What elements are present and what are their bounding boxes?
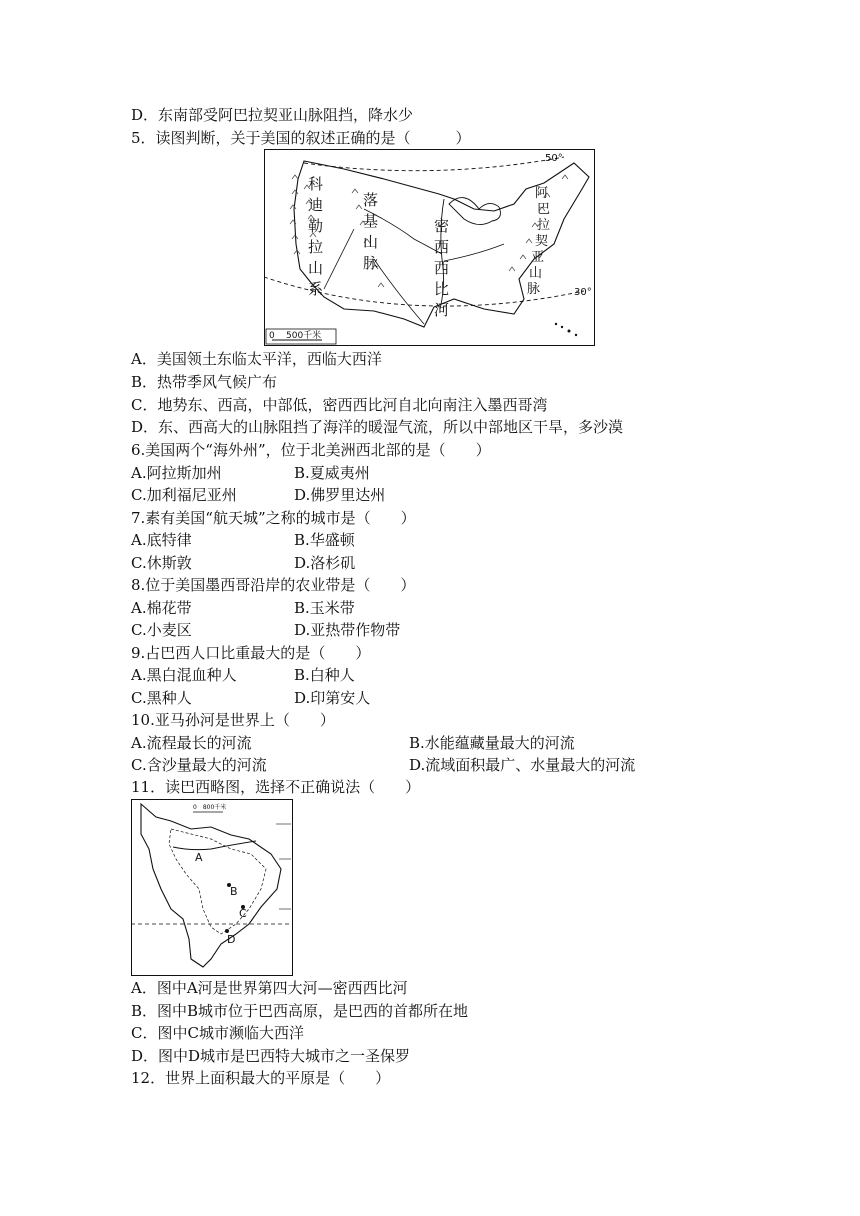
lat-50-label: 50°	[545, 153, 563, 164]
q7-option-d: D.洛杉矶	[294, 554, 356, 572]
label-d: D	[227, 933, 236, 946]
q12-stem: 12．世界上面积最大的平原是（ ）	[131, 1069, 391, 1087]
q6-option-c: C.加利福尼亚州	[131, 486, 237, 504]
q5-option-d: D．东、西高大的山脉阻挡了海洋的暖湿气流，所以中部地区干旱，多沙漠	[131, 418, 624, 436]
q6-option-a: A.阿拉斯加州	[131, 464, 222, 482]
q8-option-a: A.棉花带	[131, 599, 192, 617]
q9-option-a: A.黑白混血种人	[131, 666, 237, 684]
svg-text:勒: 勒	[308, 217, 324, 235]
label-c: C	[239, 907, 247, 920]
svg-text:河: 河	[434, 301, 450, 319]
lat-30-label: 30°	[574, 287, 592, 298]
q8-option-d: D.亚热带作物带	[294, 621, 401, 639]
svg-text:密: 密	[434, 217, 450, 235]
svg-text:巴: 巴	[537, 202, 551, 217]
label-a: A	[195, 851, 203, 864]
q7-option-a: A.底特律	[131, 531, 192, 549]
scale-label: 500千米	[286, 331, 322, 341]
q6-stem: 6.美国两个“海外州”，位于北美洲西北部的是（ ）	[131, 441, 491, 459]
q9-stem: 9.占巴西人口比重最大的是（ ）	[131, 644, 371, 662]
svg-text:阿: 阿	[535, 186, 549, 201]
brazil-scale-label: 0 800千米	[193, 804, 227, 811]
q11-option-b: B．图中B城市位于巴西高原，是巴西的首都所在地	[131, 1002, 469, 1020]
q7-option-b: B.华盛顿	[294, 531, 355, 549]
q6-option-d: D.佛罗里达州	[294, 486, 386, 504]
q5-option-c: C．地势东、西高，中部低，密西西比河自北向南注入墨西哥湾	[131, 396, 548, 414]
q11-stem: 11．读巴西略图，选择不正确说法（ ）	[131, 778, 421, 796]
svg-text:科: 科	[308, 175, 324, 193]
brazil-map	[131, 799, 293, 976]
svg-text:脉: 脉	[363, 254, 379, 272]
q5-option-b: B．热带季风气候广布	[131, 373, 278, 391]
q9-option-b: B.白种人	[294, 666, 355, 684]
svg-text:脉: 脉	[527, 282, 541, 297]
q7-option-c: C.休斯敦	[131, 554, 192, 572]
q10-option-c: C.含沙量最大的河流	[131, 756, 267, 774]
q6-option-b: B.夏威夷州	[294, 464, 370, 482]
svg-text:山: 山	[363, 233, 379, 251]
q11-option-d: D．图中D城市是巴西特大城市之一圣保罗	[131, 1047, 411, 1065]
svg-text:落: 落	[363, 191, 379, 209]
q11-option-c: C．图中C城市濒临大西洋	[131, 1024, 304, 1042]
q10-option-b: B.水能蕴藏量最大的河流	[409, 734, 575, 752]
svg-text:比: 比	[434, 280, 450, 298]
svg-text:亚: 亚	[531, 250, 545, 265]
svg-text:系: 系	[308, 280, 324, 298]
svg-text:契: 契	[535, 234, 549, 249]
q5-stem: 5．读图判断，关于美国的叙述正确的是（ ）	[131, 129, 471, 147]
svg-text:山: 山	[529, 266, 543, 281]
q11-option-a: A．图中A河是世界第四大河—密西西比河	[131, 979, 408, 997]
svg-text:拉: 拉	[537, 218, 551, 233]
label-b: B	[230, 885, 238, 898]
q10-option-a: A.流程最长的河流	[131, 734, 252, 752]
q8-stem: 8.位于美国墨西哥沿岸的农业带是（ ）	[131, 576, 416, 594]
svg-text:西: 西	[434, 259, 450, 277]
usa-map	[264, 149, 595, 346]
svg-text:山: 山	[308, 259, 324, 277]
q8-option-b: B.玉米带	[294, 599, 355, 617]
mississippi-label	[434, 217, 449, 319]
q7-stem: 7.素有美国“航天城”之称的城市是（ ）	[131, 509, 416, 527]
q9-option-d: D.印第安人	[294, 689, 371, 707]
svg-text:基: 基	[363, 212, 379, 230]
q10-stem: 10.亚马孙河是世界上（ ）	[131, 711, 335, 729]
svg-text:西: 西	[434, 238, 450, 256]
scale-zero: 0	[269, 331, 275, 341]
q8-option-c: C.小麦区	[131, 621, 192, 639]
q4-option-d: D．东南部受阿巴拉契亚山脉阻挡，降水少	[131, 106, 414, 124]
q9-option-c: C.黑种人	[131, 689, 192, 707]
q5-option-a: A．美国领土东临太平洋，西临大西洋	[131, 350, 382, 368]
svg-text:拉: 拉	[308, 238, 324, 256]
svg-text:迪: 迪	[308, 196, 324, 214]
q10-option-d: D.流域面积最广、水量最大的河流	[409, 756, 636, 774]
